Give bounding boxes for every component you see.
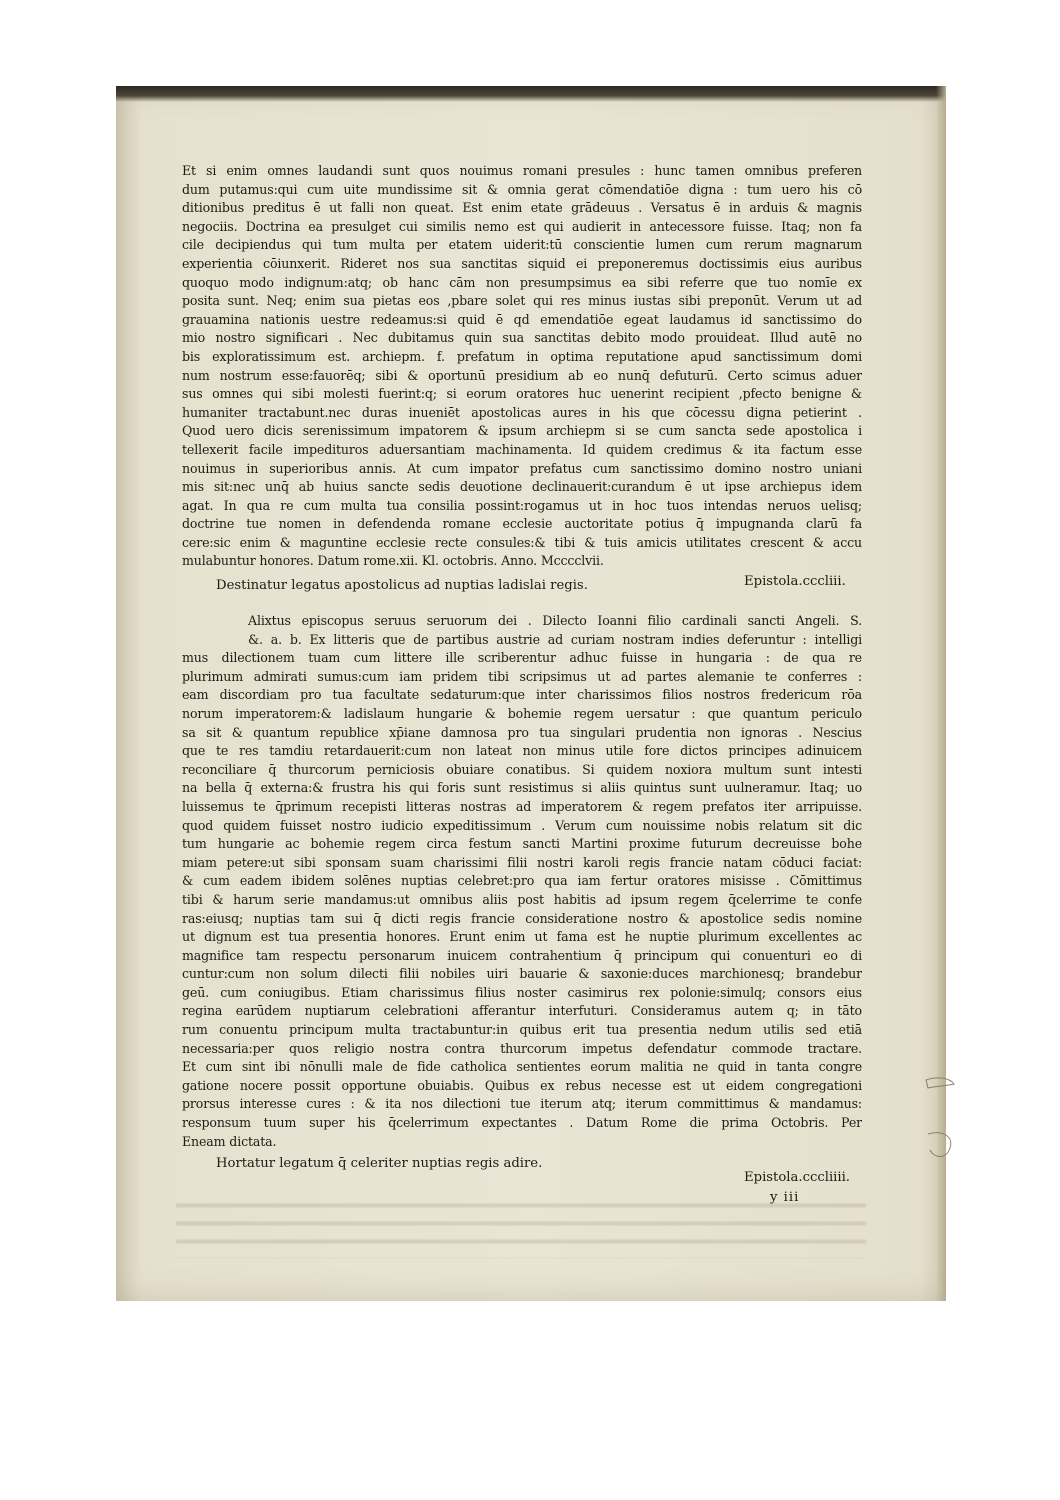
text-line: experientia cōiunxerit. Rideret nos sua sanctitas siquid ei preponeremus doctissimis eius auribus: [182, 255, 862, 271]
text-line: mulabuntur honores. Datum rome.xii. Kl. octobris. Anno. Mcccclvii.: [182, 553, 604, 569]
text-line: Alixtus episcopus seruus seruorum dei . Dilecto Ioanni filio cardinali sancti Angeli. S.: [248, 613, 862, 628]
text-line: responsum tuum super his q̄celerrimum expectantes . Datum Rome die prima Octobris. Per: [182, 1115, 862, 1131]
text-line: geū. cum coniugibus. Etiam charissimus filius noster casimirus rex polonie:simulq; consors eius: [182, 984, 862, 1000]
text-line: reconciliare q̄ thurcorum perniciosis obuiare conatibus. Si quidem noxiora multum sunt intesti: [182, 761, 862, 777]
text-line: magnifice tam respectu personarum inuicem contrahentium q̄ principum qui conuenturi eo di: [182, 947, 862, 963]
text-line: sa sit & quantum republice xp̄iane damnosa pro tua singulari prudentia non ignoras . Nescius: [182, 724, 862, 740]
text-line: na bella q̄ externa:& frustra his qui foris sunt resistimus si aliis quintus sunt uulneramur. Itaq; uo: [182, 780, 862, 796]
letter-2-epistola-number: Epistola.cccliii.: [744, 574, 846, 589]
text-line: miam petere:ut sibi sponsam suam charissimi filii nostri karoli regis francie natam cōduci faciat:: [182, 854, 862, 870]
text-line: cuntur:cum non solum dilecti filii nobiles uiri bauarie & saxonie:duces marchionesq; brandebur: [182, 966, 862, 982]
text-line: ras:eiusq; nuptias tam sui q̄ dicti regis francie consideratione nostro & apostolice sedis nomine: [182, 910, 862, 926]
text-line: eam discordiam pro tua facultate sedaturum:que inter charissimos filios nostros fredericum rōa: [182, 687, 862, 703]
page-top-shadow: [116, 86, 946, 102]
text-line: quod quidem fuisset nostro iudicio expeditissimum . Verum cum nouissime nobis relatum sit dic: [182, 817, 862, 833]
text-line: norum imperatorem:& ladislaum hungarie & bohemie regem uersatur : que quantum periculo: [182, 705, 862, 721]
text-line: agat. In qua re cum multa tua consilia possint:rogamus ut in hoc tuos intendas neruos uelisq;: [182, 497, 862, 513]
text-line: cere:sic enim & maguntine ecclesie recte consules:& tibi & tuis amicis utilitates crescent & accu: [182, 534, 862, 550]
text-line: Quod uero dicis serenissimum impatorem & ipsum archiepm si se cum sancta sede apostolica i: [182, 423, 862, 439]
text-line: Et cum sint ibi nōnulli male de fide catholica sentientes eorum malitia ne quid in tanta congre: [182, 1059, 862, 1075]
text-line: num nostrum esse:fauorēq; sibi & oportunū presidium ab eo nunq̄ defuturū. Certo scimus aduer: [182, 367, 862, 383]
text-line: posita sunt. Neq; enim sua pietas eos ,pbare solet qui res minus iustas sibi preponūt. Verum ut ad: [182, 293, 862, 309]
text-line: & cum eadem ibidem solēnes nuptias celebret:pro qua iam fertur oratores misisse . Cōmittimus: [182, 873, 862, 889]
text-line: Eneam dictata.: [182, 1133, 277, 1149]
letter-1-text: [182, 162, 862, 571]
letter-3-epistola-number: Epistola.cccliiii.: [744, 1170, 851, 1185]
text-line: negociis. Doctrina ea presulget cui similis nemo est qui audierit in antecessore fuisse. Itaq; non fa: [182, 218, 862, 234]
text-line: nouimus in superioribus annis. At cum impator prefatus cum sanctissimo domino nostro uniani: [182, 460, 862, 476]
text-line: &. a. b. Ex litteris que de partibus austrie ad curiam nostram indies deferuntur : intelligi: [248, 631, 862, 647]
text-line: sus omnes qui sibi molesti fuerint:q; si eorum oratores huc uenerint recipient ,pfecto benigne &: [182, 386, 862, 402]
text-line: grauamina nationis uestre redeamus:si quid ē qd emendatiōe egeat laudamus id sanctissimo do: [182, 311, 862, 327]
text-line: bis exploratissimum est. archiepm. f. prefatum in optima reputatione apud sanctissimum domi: [182, 348, 862, 364]
show-through-text: [176, 1198, 866, 1258]
text-line: cile decipiendus qui tum multa per etatem uiderit:tū conscientie lumen cum rerum magnarum: [182, 237, 862, 253]
text-line: humaniter tractabunt.nec duras inueniēt apostolicas aures in his que cōcessu digna petierint .: [182, 404, 862, 420]
text-line: quoquo modo indignum:atq; ob hanc cām non presumpsimus ea sibi referre que tuo nomīe ex: [182, 274, 862, 290]
letter-2-heading: Destinatur legatus apostolicus ad nuptias ladislai regis.: [216, 578, 588, 593]
text-line: Et si enim omnes laudandi sunt quos nouimus romani presules : hunc tamen omnibus preferen: [182, 163, 862, 178]
text-line: rum conuentu principum multa tractabuntur:in quibus erit tua presentia nedum utilis sed etiā: [182, 1022, 862, 1038]
text-line: prorsus interesse cures : & ita nos dilectioni tue iterum atq; iterum committimus & mandamus:: [182, 1096, 862, 1112]
text-line: necessaria:per quos religio nostra contra thurcorum impetus defendatur commode tractare.: [182, 1040, 862, 1056]
signature-mark: y iii: [770, 1190, 800, 1205]
text-line: ut dignum est tua presentia honores. Erunt enim ut fama est he nuptie plurimum excellentes ac: [182, 929, 862, 945]
text-line: dum putamus:qui cum uite mundissime sit & omnia gerat cōmendatiōe digna : tum uero his cō: [182, 181, 862, 197]
text-line: mus dilectionem tuam cum littere ille scriberentur adhuc fuisse in hungaria : de qua re: [182, 650, 862, 666]
scanned-page: [116, 86, 946, 1301]
letter-2-text: [182, 612, 862, 1151]
text-line: tibi & harum serie mandamus:ut omnibus aliis post habitis ad ipsum regem q̄celerrime te confe: [182, 891, 862, 907]
text-line: regina earūdem nuptiarum celebrationi afferantur interfuturi. Consideramus autem q; in tāto: [182, 1003, 862, 1019]
text-line: tum hungarie ac bohemie regem circa festum sancti Martini proxime futurum decreuisse bohe: [182, 836, 862, 852]
text-line: que te res tamdiu retardauerit:cum non lateat non minus utile fore dictos principes adinuicem: [182, 743, 862, 759]
text-line: luissemus te q̄primum recepisti litteras nostras ad imperatorem & regem prefatos iter arripuisse.: [182, 798, 862, 814]
letter-3-heading: Hortatur legatum q̄ celeriter nuptias regis adire.: [216, 1156, 543, 1171]
text-line: mio nostro significari . Nec dubitamus quin sua sanctitas debito modo prouideat. Illud autē no: [182, 330, 862, 346]
text-line: gatione nocere possit opportune obuiabis. Quibus ex rebus necesse est ut eidem congregationi: [182, 1077, 862, 1093]
text-line: doctrine tue nomen in defendenda romane ecclesie auctoritate potius q̄ impugnanda clarū fa: [182, 516, 862, 532]
text-line: tellexerit facile impedituros aduersantiam machinamenta. Id quidem credimus & ita factum esse: [182, 441, 862, 457]
text-line: plurimum admirati sumus:cum iam pridem tibi scripsimus ut ad partes alemanie te conferres :: [182, 668, 862, 684]
text-line: mis sit:nec unq̄ ab huius sancte sedis deuotione declinauerit:curandum ē ut ipse archiepus idem: [182, 479, 862, 495]
marginal-annotation: [924, 1074, 964, 1174]
text-line: ditionibus preditus ē ut falli non queat. Est enim etate grādeuus . Versatus ē in arduis & magnis: [182, 200, 862, 216]
